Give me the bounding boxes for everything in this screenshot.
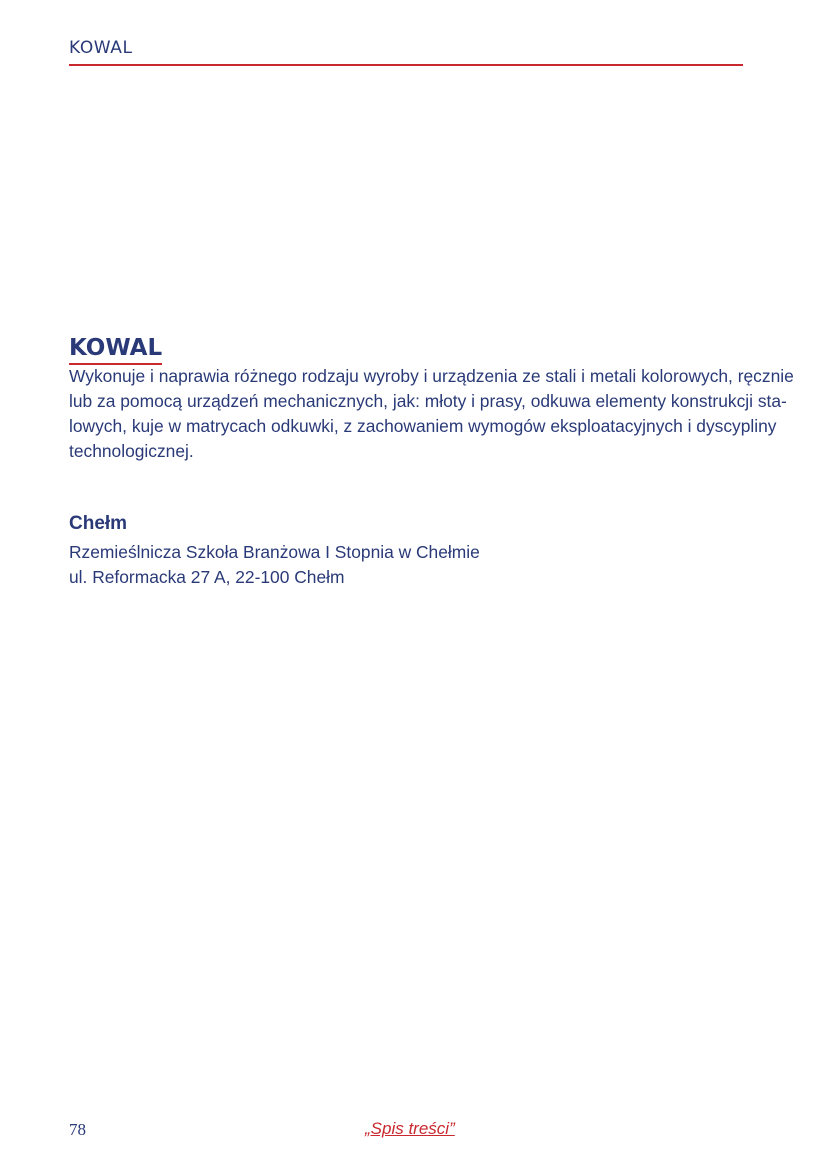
description-line: Wykonuje i naprawia różnego rodzaju wyroby i urządzenia ze stali i metali kolorowych, ręcznie bbox=[69, 366, 794, 386]
entry-description bbox=[69, 364, 794, 464]
school-name: Rzemieślnicza Szkoła Branżowa I Stopnia w Chełmie bbox=[69, 542, 480, 562]
school-city: Chełm bbox=[69, 513, 128, 534]
table-of-contents-link[interactable]: „Spis treści” bbox=[365, 1119, 455, 1138]
description-line: lowych, kuje w matrycach odkuwki, z zachowaniem wymogów eksploatacyjnych i dyscypliny bbox=[69, 416, 777, 436]
description-line: lub za pomocą urządzeń mechanicznych, jak: młoty i prasy, odkuwa elementy konstrukcji sta- bbox=[69, 391, 787, 411]
school-info bbox=[69, 540, 480, 590]
running-header: KOWAL bbox=[69, 38, 133, 58]
entry-title: KOWAL bbox=[69, 334, 162, 365]
page-number: 78 bbox=[69, 1120, 86, 1139]
description-line: technologicznej. bbox=[69, 441, 194, 461]
header-divider bbox=[69, 64, 743, 66]
school-address: ul. Reformacka 27 A, 22-100 Chełm bbox=[69, 567, 345, 587]
